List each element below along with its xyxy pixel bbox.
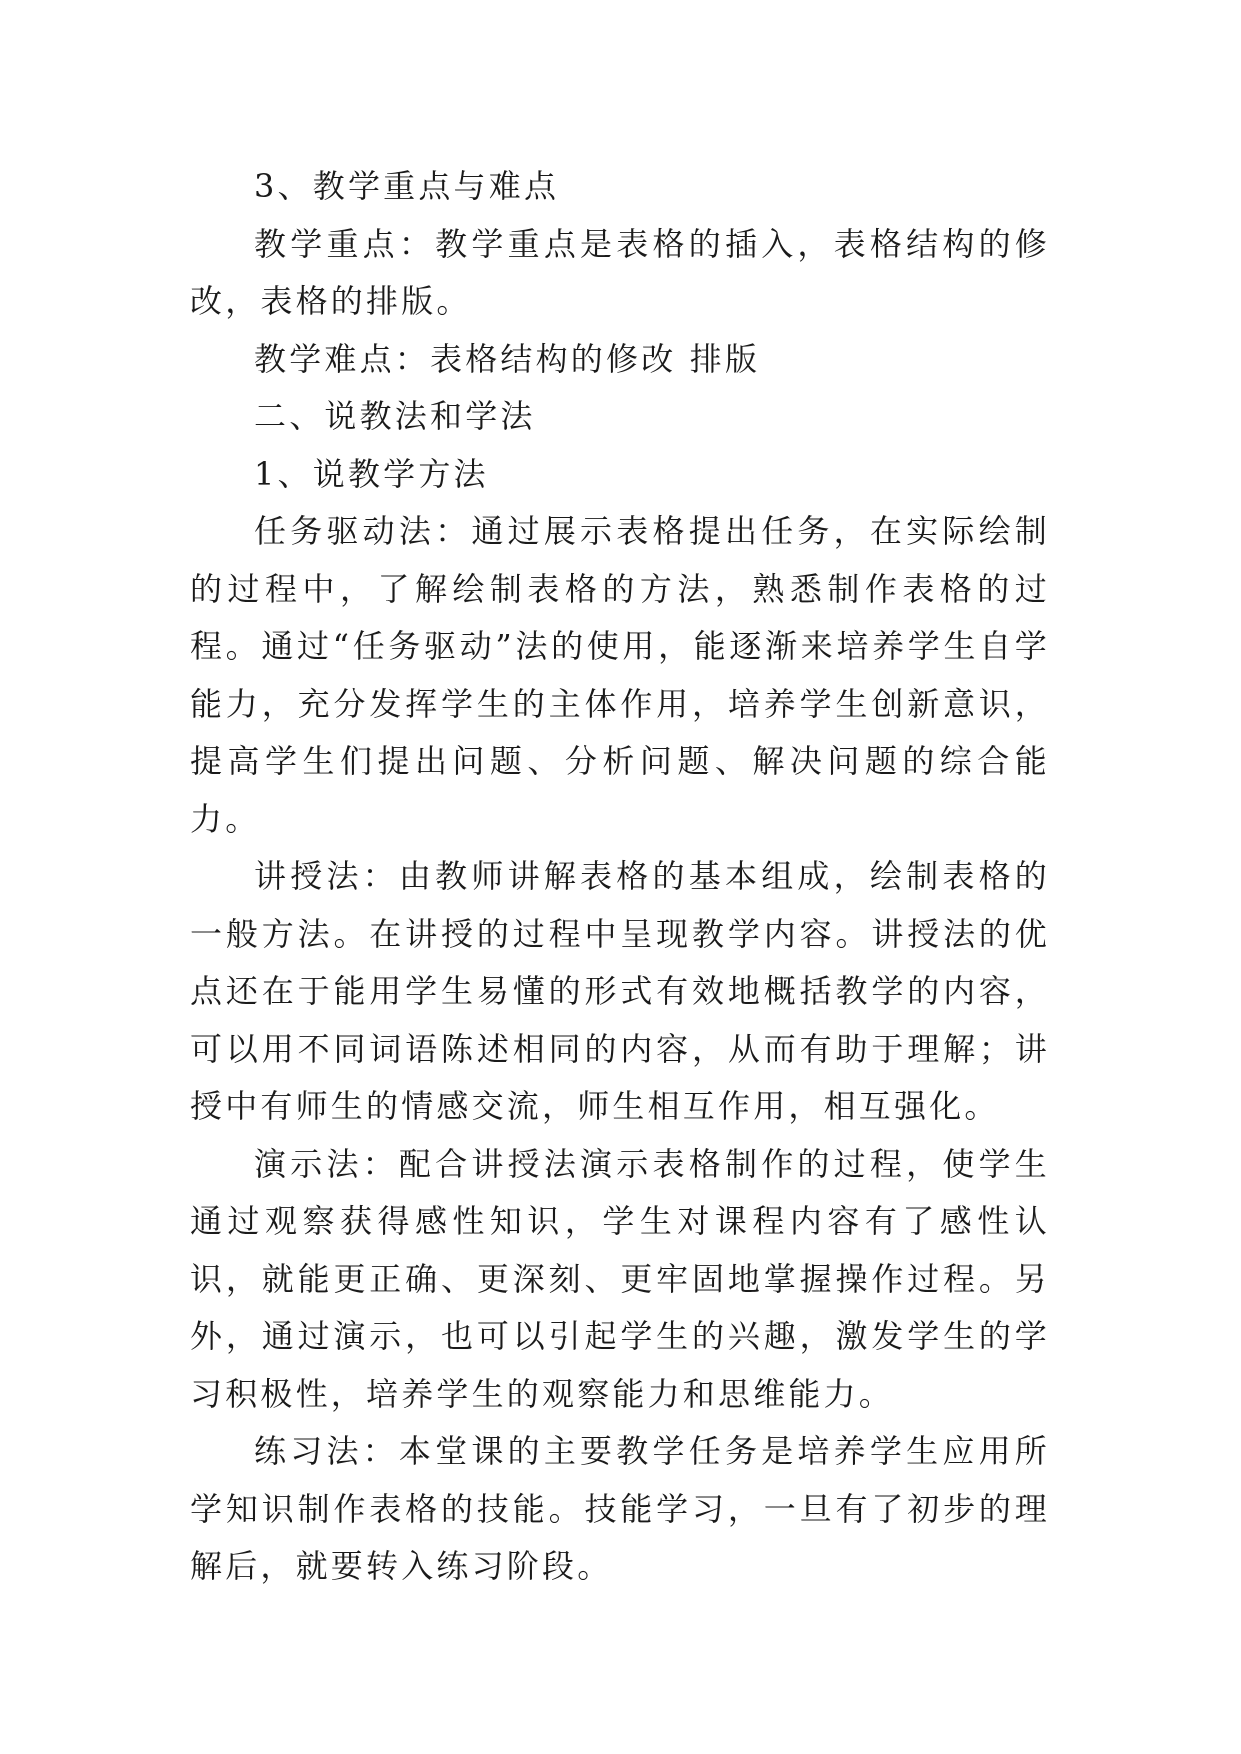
- paragraph-demonstration-method: 演示法：配合讲授法演示表格制作的过程，使学生通过观察获得感性知识，学生对课程内容有了感性认识，就能更正确、更深刻、更牢固地掌握操作过程。另外，通过演示，也可以引起学生的兴趣，激发学生的学习积极性，培养学生的观察能力和思维能力。: [190, 1144, 1050, 1413]
- paragraph-teaching-focus: 教学重点：教学重点是表格的插入，表格结构的修改，表格的排版。: [190, 224, 1050, 320]
- section-heading-methods: 二、说教法和学法: [254, 397, 536, 435]
- document-body: [190, 158, 1050, 1596]
- paragraph-teaching-difficulty: 教学难点：表格结构的修改 排版: [254, 339, 761, 378]
- section-heading-key-points: 3、教学重点与难点: [254, 167, 560, 205]
- paragraph-practice-method: 练习法：本堂课的主要教学任务是培养学生应用所学知识制作表格的技能。技能学习，一旦有了初步的理解后，就要转入练习阶段。: [190, 1432, 1050, 1585]
- paragraph-task-driven-method: 任务驱动法：通过展示表格提出任务，在实际绘制的过程中，了解绘制表格的方法，熟悉制作表格的过程。通过“任务驱动”法的使用，能逐渐来培养学生自学能力，充分发挥学生的主体作用，培养学生创新意识，提高学生们提出问题、分析问题、解决问题的综合能力。: [190, 512, 1050, 838]
- subsection-heading-teaching-methods: 1、说教学方法: [254, 454, 489, 493]
- paragraph-lecture-method: 讲授法：由教师讲解表格的基本组成，绘制表格的一般方法。在讲授的过程中呈现教学内容。讲授法的优点还在于能用学生易懂的形式有效地概括教学的内容，可以用不同词语陈述相同的内容，从而有助于理解；讲授中有师生的情感交流，师生相互作用，相互强化。: [190, 857, 1050, 1125]
